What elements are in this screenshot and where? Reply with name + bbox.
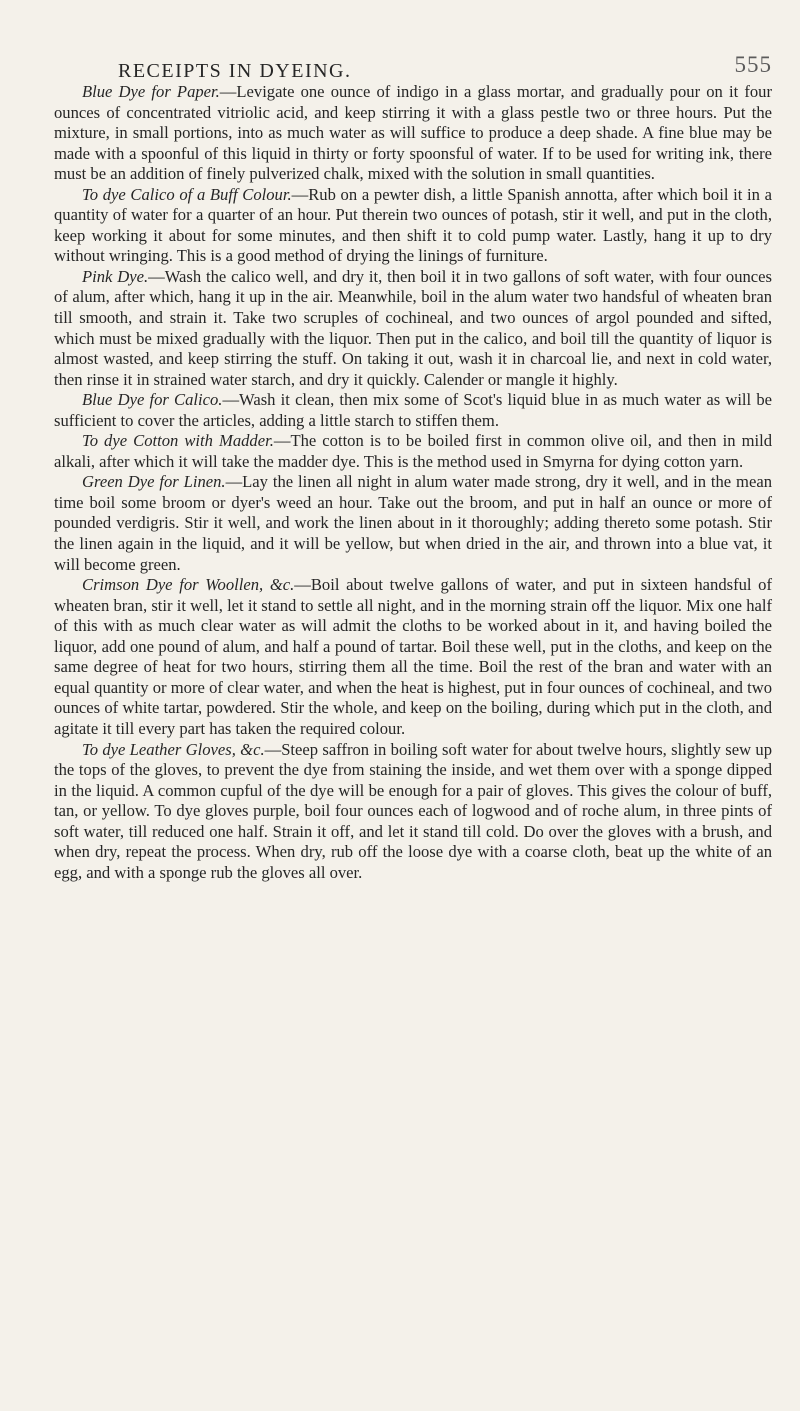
recipe-text: —Wash it clean, then mix some of Scot's liquid blue in as much water as will be sufficient to cover the articles, adding a little starch to stiffen them. xyxy=(54,390,772,430)
recipe-title: To dye Leather Gloves, &c. xyxy=(82,739,265,759)
recipe-crimson-dye-woollen xyxy=(54,575,772,739)
recipe-buff-calico xyxy=(54,185,772,267)
recipe-title: Blue Dye for Calico. xyxy=(82,390,223,410)
recipe-text: —Boil about twelve gallons of water, and put in sixteen handsful of wheaten bran, stir it well, let it stand to settle all night, and in the morning strain off the liquor. Mix one half of this with as much clear water as will admit the cloths to be worked about in it, and having boiled the liquor, add one pound of alum, and half a pound of tartar. Boil these well, put in the cloths, and keep on the same degree of heat for two hours, stirring them all the time. Boil the rest of the bran and water with an equal quantity or more of clear water, and when the heat is highest, put in four ounces of cochineal, and two ounces of white tartar, powdered. Stir the whole, and keep on the boiling, during which put in the cloth, and agitate it till every part has taken the required colour. xyxy=(54,575,773,738)
recipe-blue-dye-calico xyxy=(54,390,772,431)
recipe-text: —Steep saffron in boiling soft water for about twelve hours, slightly sew up the tops of the gloves, to prevent the dye from staining the inside, and wet them over with a sponge dipped in the liquid. A common cupful of the dye will be enough for a pair of gloves. This gives the colour of buff, tan, or yellow. To dye gloves purple, boil four ounces each of logwood and of roche alum, in three pints of soft water, till reduced one half. Strain it off, and let it stand till cold. Do over the gloves with a brush, and when dry, repeat the process. When dry, rub off the loose dye with a coarse cloth, beat up the white of an egg, and with a sponge rub the gloves all over. xyxy=(54,739,773,882)
recipe-list xyxy=(54,82,772,883)
recipe-text: —The cotton is to be boiled first in common olive oil, and then in mild alkali, after which it will take the madder dye. This is the method used in Smyrna for dying cotton yarn. xyxy=(54,431,772,471)
recipe-title: Pink Dye. xyxy=(82,266,149,286)
recipe-blue-dye-paper xyxy=(54,82,772,185)
recipe-text: —Lay the linen all night in alum water made strong, dry it well, and in the mean time boil some broom or dyer's weed an hour. Take out the broom, and put in half an ounce or more of pounded verdigris. Stir it well, and work the linen about in it thoroughly; adding thereto some potash. Stir the linen again in the liquid, and it will be yellow, but when dried in the air, and thrown into a blue vat, it will become green. xyxy=(54,472,772,574)
recipe-text: —Rub on a pewter dish, a little Spanish annotta, after which boil it in a quantity of water for a quarter of an hour. Put therein two ounces of potash, stir it well, and put in the cloth, keep working it about for some minutes, and then shift it to cold pump water. Lastly, hang it up to dry without wringing. This is a good method of drying the linings of furniture. xyxy=(54,184,773,266)
page-header xyxy=(54,50,772,82)
recipe-title: Green Dye for Linen. xyxy=(82,472,226,492)
recipe-title: Crimson Dye for Woollen, &c. xyxy=(82,575,295,595)
recipe-title: To dye Calico of a Buff Colour. xyxy=(82,184,292,204)
recipe-cotton-madder xyxy=(54,431,772,472)
running-title: RECEIPTS IN DYEING. xyxy=(118,60,352,82)
recipe-pink-dye xyxy=(54,267,772,390)
recipe-green-dye-linen xyxy=(54,472,772,575)
page-number: 555 xyxy=(734,52,772,77)
recipe-title: Blue Dye for Paper. xyxy=(82,82,220,101)
recipe-text: —Levigate one ounce of indigo in a glass mortar, and gradually pour on it four ounces of concentrated vitriolic acid, and keep stirring it with a glass pestle two or three hours. Put the mixture, in small portions, into as much water as will suffice to produce a deep shade. A fine blue may be made with a spoonful of this liquid in thirty or forty spoonsful of water. If to be used for writing ink, there must be an addition of finely pulverized chalk, mixed with the solution in small quantities. xyxy=(54,82,772,184)
recipe-text: —Wash the calico well, and dry it, then boil it in two gallons of soft water, with four ounces of alum, after which, hang it up in the air. Meanwhile, boil in the alum water two handsful of wheaten bran till smooth, and strain it. Take two scruples of cochineal, and two ounces of argol pounded and sifted, which must be mixed gradually with the liquor. Then put in the calico, and boil till the quantity of liquor is almost wasted, and keep stirring the stuff. On taking it out, wash it in charcoal lie, and next in cold water, then rinse it in strained water starch, and dry it quickly. Calender or mangle it highly. xyxy=(54,266,772,389)
recipe-title: To dye Cotton with Madder. xyxy=(82,431,274,451)
book-page xyxy=(54,50,772,883)
recipe-leather-gloves xyxy=(54,740,772,884)
